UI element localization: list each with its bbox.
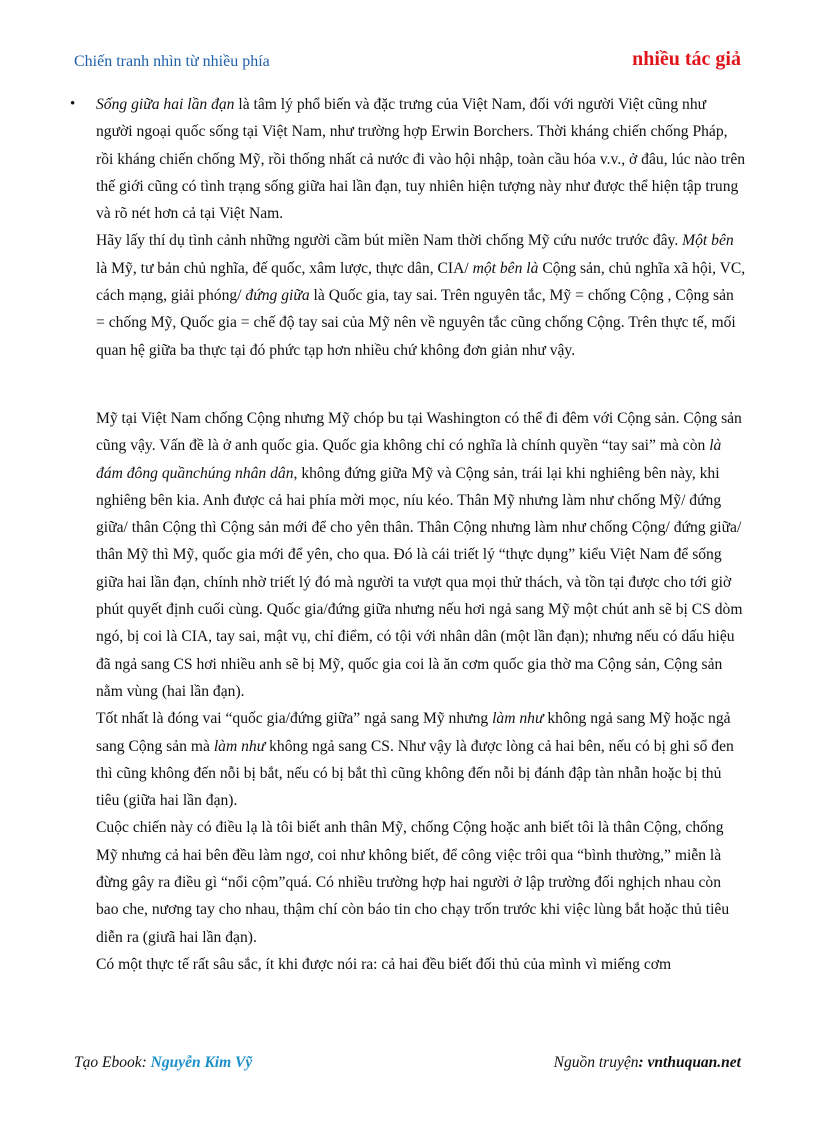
italic-phrase: Một bên xyxy=(682,232,734,250)
paragraph-text: là tâm lý phổ biến và đặc trưng của Việt Nam, đối với người Việt cũng như người ngoại quốc sống tại Việt Nam, như trường hợp Erwin Borchers. Thời kháng chiến chống Pháp, rồi kháng chiến chống Mỹ, rồi thống nhất cả nước đi vào hội nhập, toàn cầu hóa v.v., ở đâu, lúc nào trên thế giới cũng có tình trạng sống giữa hai lần đạn, tuy nhiên hiện tượng này như được thể hiện tập trung và rõ nét hơn cả tại Việt Nam. xyxy=(96,96,746,223)
italic-phrase: làm như xyxy=(492,710,544,728)
paragraph-text: Mỹ tại Việt Nam chống Cộng nhưng Mỹ chóp bu tại Washington có thể đi đêm với Cộng sản. Cộng sản cũng vậy. Vấn đề là ở anh quốc gia. Quốc gia không chỉ có nghĩa là chính quyền “tay sai” mà còn xyxy=(96,409,742,455)
paragraph-text: là Quốc gia, tay sai. Trên nguyên tắc, Mỹ = chống Cộng , Cộng sản = chống Mỹ, Quốc gia = chế độ tay sai của Mỹ nên về nguyên tắc cũng chống Cộng. Trên thực tế, mối quan hệ giữa ba thực tại đó phức tạp hơn nhiều chứ không đơn giản như vậy. xyxy=(96,287,736,359)
paragraph-text: Cộng sản, chủ nghĩa xã hội, VC, cách mạng, giải phóng/ xyxy=(96,259,746,305)
bullet-icon: • xyxy=(70,96,76,112)
page-header xyxy=(74,48,741,78)
paragraph-text: là Mỹ, tư bản chủ nghĩa, đế quốc, xâm lược, thực dân, CIA/ xyxy=(96,259,473,277)
paragraph-text: Hãy lấy thí dụ tình cảnh những người cầm bút miền Nam thời chống Mỹ cứu nước trước đây. xyxy=(96,232,683,250)
paragraph-6: Có một thực tế rất sâu sắc, ít khi được nói ra: cả hai đều biết đối thủ của mình vì miếng cơm xyxy=(96,955,672,973)
page-content xyxy=(70,91,746,978)
bullet-item xyxy=(70,91,746,364)
paragraph-1 xyxy=(96,91,746,227)
paragraph-5: Cuộc chiến này có điều lạ là tôi biết anh thân Mỹ, chống Cộng hoặc anh biết tôi là thân Cộng, chống Mỹ nhưng cả hai bên đều làm ngơ, coi như không biết, để công việc trôi qua “bình thường,” miễn là đừng gây ra điều gì “nổi cộm”quá. Có nhiều trường hợp hai người ở lập trường đối nghịch nhau còn bao che, nương tay cho nhau, thậm chí còn báo tin cho chạy trốn trước khi việc lùng bắt hoặc thủ tiêu diễn ra (giưã hai lần đạn). xyxy=(96,819,730,946)
blank-line xyxy=(96,364,746,405)
ebook-credit xyxy=(74,1054,252,1072)
ebook-label: Tạo Ebook xyxy=(74,1054,142,1071)
source-separator: : xyxy=(638,1054,648,1071)
paragraph-3 xyxy=(96,405,746,705)
paragraph-2 xyxy=(96,227,746,363)
paragraph-text: không ngả sang CS. Như vậy là được lòng cả hai bên, nếu có bị ghi sổ đen thì cũng không đến nỗi bị bắt, nếu có bị bắt thì cũng không đến nỗi bị đánh đập tàn nhẫn hoặc bị thủ tiêu (giữa hai lần đạn). xyxy=(96,737,734,810)
book-author: nhiều tác giả xyxy=(632,48,741,70)
ebook-creator-name: Nguyễn Kim Vỹ xyxy=(150,1054,253,1071)
italic-phrase: đứng giữa xyxy=(245,287,310,305)
paragraph-text: Tốt nhất là đóng vai “quốc gia/đứng giữa” ngả sang Mỹ nhưng xyxy=(96,710,493,728)
italic-phrase: một bên là xyxy=(472,259,539,277)
page-footer xyxy=(74,1054,741,1080)
ebook-separator: : xyxy=(141,1054,151,1071)
italic-phrase: là đám đông quầnchúng nhân dân xyxy=(96,437,722,482)
paragraph-text: không ngả sang Mỹ hoặc ngả sang Cộng sản mà xyxy=(96,710,731,755)
source-credit xyxy=(554,1054,741,1072)
italic-phrase: làm như xyxy=(213,737,266,755)
italic-phrase: Sống giữa hai lần đạn xyxy=(96,96,235,113)
book-title: Chiến tranh nhìn từ nhiều phía xyxy=(74,53,270,70)
paragraph-text: , không đứng giữa Mỹ và Cộng sản, trái lại khi nghiêng bên này, khi nghiêng bên kia. Anh được cả hai phía mời mọc, níu kéo. Thân Mỹ nhưng làm như chống Mỹ/ đứng giữa/ thân Cộng thì Cộng sản mới để cho yên thân. Thân Cộng nhưng làm như chống Cộng/ đứng giữa/ thân Mỹ thì Mỹ, quốc gia mới để yên, cho qua. Đó là cái triết lý “thực dụng” kiểu Việt Nam để sống giữa hai lần đạn, chính nhờ triết lý đó mà người ta vượt qua mọi thử thách, và tồn tại được cho tới giờ phút quyết định cuối cùng. Quốc gia/đứng giữa nhưng nếu hơi ngả sang Mỹ một chút anh sẽ bị CS dòm ngó, bị coi là CIA, tay sai, mật vụ, chỉ điểm, có tội với nhân dân (một lần đạn); nhưng nếu có dấu hiệu đã ngả sang CS hơi nhiều anh sẽ bị Mỹ, quốc gia coi là ăn cơm quốc gia thờ ma Cộng sản, Cộng sản nằm vùng (hai lần đạn). xyxy=(96,464,743,700)
paragraph-4 xyxy=(96,705,746,814)
source-label: Nguồn truyện xyxy=(553,1054,639,1071)
source-site: vnthuquan.net xyxy=(647,1054,741,1071)
